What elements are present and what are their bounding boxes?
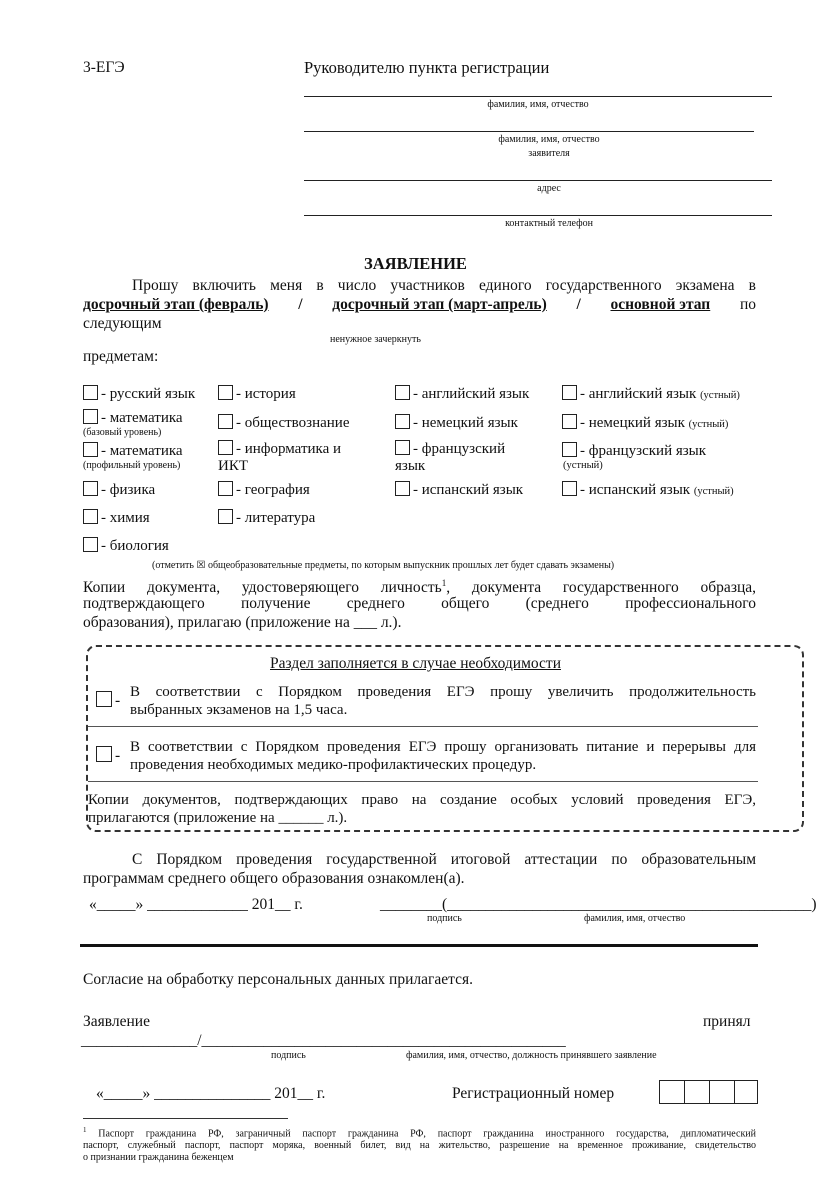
math-base-note: (базовый уровень) [83,427,162,438]
checkbox[interactable] [96,746,112,762]
subject-english-oral[interactable]: - английский язык (устный) [562,385,740,404]
applicant-caption-2: заявителя [528,148,570,159]
document-title: ЗАЯВЛЕНИЕ [364,254,467,273]
section-divider [88,726,758,727]
special-docs-line-1: Копии документов, подтверждающих право на создание особых условий проведения ЕГЭ, [88,792,756,808]
checkbox[interactable] [83,409,98,424]
thick-divider [80,944,758,947]
extra-time-line-2: выбранных экзаменов на 1,5 часа. [130,702,348,718]
receiver-signature-field[interactable]: _______________/_______________________________________________ [81,1032,566,1049]
subject-german-oral[interactable]: - немецкий язык (устный) [562,414,728,433]
checkbox[interactable] [218,385,233,400]
address-line[interactable] [304,180,772,181]
reg-number-label: Регистрационный номер [452,1085,615,1102]
phone-caption: контактный телефон [505,218,593,229]
acknowledge-line-1: С Порядком проведения государственной итоговой аттестации по образовательным [132,851,756,868]
request-line-1: Прошу включить меня в число участников единого государственного экзамена в [132,277,756,294]
french-oral-note: (устный) [563,460,603,471]
reg-number-cell[interactable] [684,1080,709,1104]
checkbox[interactable] [395,414,410,429]
copies-line-3: образования), прилагаю (приложение на ___ л.). [83,614,402,631]
checkbox[interactable] [83,442,98,457]
optional-section-title: Раздел заполняется в случае необходимости [270,655,561,672]
subject-social[interactable]: - обществознание [218,414,349,432]
copies-line-2: подтверждающего получение среднего общего (среднего профессионального [83,595,756,612]
checkbox[interactable] [218,481,233,496]
received-label-right: принял [703,1013,751,1030]
received-label-left: Заявление [83,1013,150,1030]
checkbox[interactable] [562,481,577,496]
subject-chemistry[interactable]: - химия [83,509,150,527]
subject-math-prof[interactable]: - математика [83,442,183,460]
meals-breaks-option[interactable]: - [96,746,120,765]
checkbox[interactable] [562,385,577,400]
extra-time-option[interactable]: - [96,691,120,710]
checkbox[interactable] [96,691,112,707]
stage-separator: / [576,296,581,313]
checkbox[interactable] [83,509,98,524]
math-prof-note: (профильный уровень) [83,460,181,471]
stage-main[interactable]: основной этап [610,296,711,313]
stage-early-february[interactable]: досрочный этап (февраль) [83,296,269,313]
strike-note: ненужное зачеркнуть [330,334,421,345]
subject-informatics[interactable]: - информатика и [218,440,341,458]
checkbox[interactable] [395,440,410,455]
reg-number-cell[interactable] [734,1080,758,1104]
stage-separator: / [298,296,303,313]
subject-math-base[interactable]: - математика [83,409,183,427]
received-date-field[interactable]: «_____» _______________ 201__ г. [96,1085,326,1102]
address-caption: адрес [537,183,561,194]
head-name-caption: фамилия, имя, отчество [487,99,589,110]
name-caption: фамилия, имя, отчество [584,913,686,924]
subject-german[interactable]: - немецкий язык [395,414,518,432]
checkbox[interactable] [218,414,233,429]
acknowledge-line-2: программам среднего общего образования ознакомлен(а). [83,870,465,887]
receiver-signature-caption: подпись [271,1050,306,1061]
extra-time-line-1: В соответствии с Порядком проведения ЕГЭ прошу увеличить продолжительность [130,684,756,700]
subject-english[interactable]: - английский язык [395,385,529,403]
signature-caption: подпись [427,913,462,924]
subject-geography[interactable]: - география [218,481,310,499]
head-name-line[interactable] [304,96,772,97]
reg-number-cell[interactable] [709,1080,734,1104]
checkbox[interactable] [83,481,98,496]
subject-spanish[interactable]: - испанский язык [395,481,523,499]
footnote-rule [83,1118,288,1119]
applicant-name-caption: фамилия, имя, отчество [498,134,600,145]
subject-literature[interactable]: - литература [218,509,315,527]
meals-breaks-line-2: проведения необходимых медико-профилактических процедур. [130,757,537,773]
section-divider [88,781,758,782]
applicant-name-line[interactable] [304,131,754,132]
checkbox[interactable] [395,481,410,496]
phone-line[interactable] [304,215,772,216]
checkbox[interactable] [83,385,98,400]
exam-stage-options [83,295,756,314]
checkbox[interactable] [218,509,233,524]
subject-informatics-cont: ИКТ [218,458,248,474]
subject-french-oral[interactable]: - французский язык [562,442,706,460]
copies-line-1: Копии документа, удостоверяющего личность$^1$, документа государственного образца, [83,578,756,597]
subject-russian[interactable]: - русский язык [83,385,195,403]
form-code: 3-ЕГЭ [83,59,125,76]
special-docs-line-2: прилагаются (приложение на ______ л.). [88,810,348,826]
meals-breaks-line-1: В соответствии с Порядком проведения ЕГЭ прошу организовать питание и перерывы для [130,739,756,755]
reg-number-boxes[interactable] [659,1080,758,1104]
checkbox[interactable] [395,385,410,400]
footnote: $^1$ Паспорт гражданина РФ, заграничный паспорт гражданина РФ, паспорт гражданина иностранного государства, дипломатический паспорт, служебный паспорт, паспорт моряка, военный билет, вид на жительство, разрешение на временное проживание, свидетельство о признании гражданина беженцем [83,1126,756,1164]
subject-biology[interactable]: - биология [83,537,169,555]
checkbox[interactable] [562,442,577,457]
stage-early-march-april[interactable]: досрочный этап (март-апрель) [332,296,547,313]
reg-number-cell[interactable] [659,1080,684,1104]
checkbox[interactable] [562,414,577,429]
subject-french[interactable]: - французский [395,440,505,458]
request-line-4: предметам: [83,348,159,365]
checkbox[interactable] [218,440,233,455]
request-po: по [739,296,756,313]
acknowledge-signature-field[interactable]: ________(_______________________________________________) [380,896,817,913]
checkbox[interactable] [83,537,98,552]
subject-physics[interactable]: - физика [83,481,155,499]
subject-spanish-oral[interactable]: - испанский язык (устный) [562,481,734,500]
receiver-name-caption: фамилия, имя, отчество, должность принявшего заявление [406,1050,657,1061]
acknowledge-date-field[interactable]: «_____» _____________ 201__ г. [89,896,303,913]
subject-french-cont: язык [395,458,426,474]
subjects-note: (отметить ☒ общеобразовательные предметы, по которым выпускник прошлых лет будет сдавать экзамены) [152,560,615,571]
subject-history[interactable]: - история [218,385,296,403]
consent-text: Согласие на обработку персональных данных прилагается. [83,971,473,988]
addressee: Руководителю пункта регистрации [304,58,550,77]
request-line-3: следующим [83,315,162,332]
